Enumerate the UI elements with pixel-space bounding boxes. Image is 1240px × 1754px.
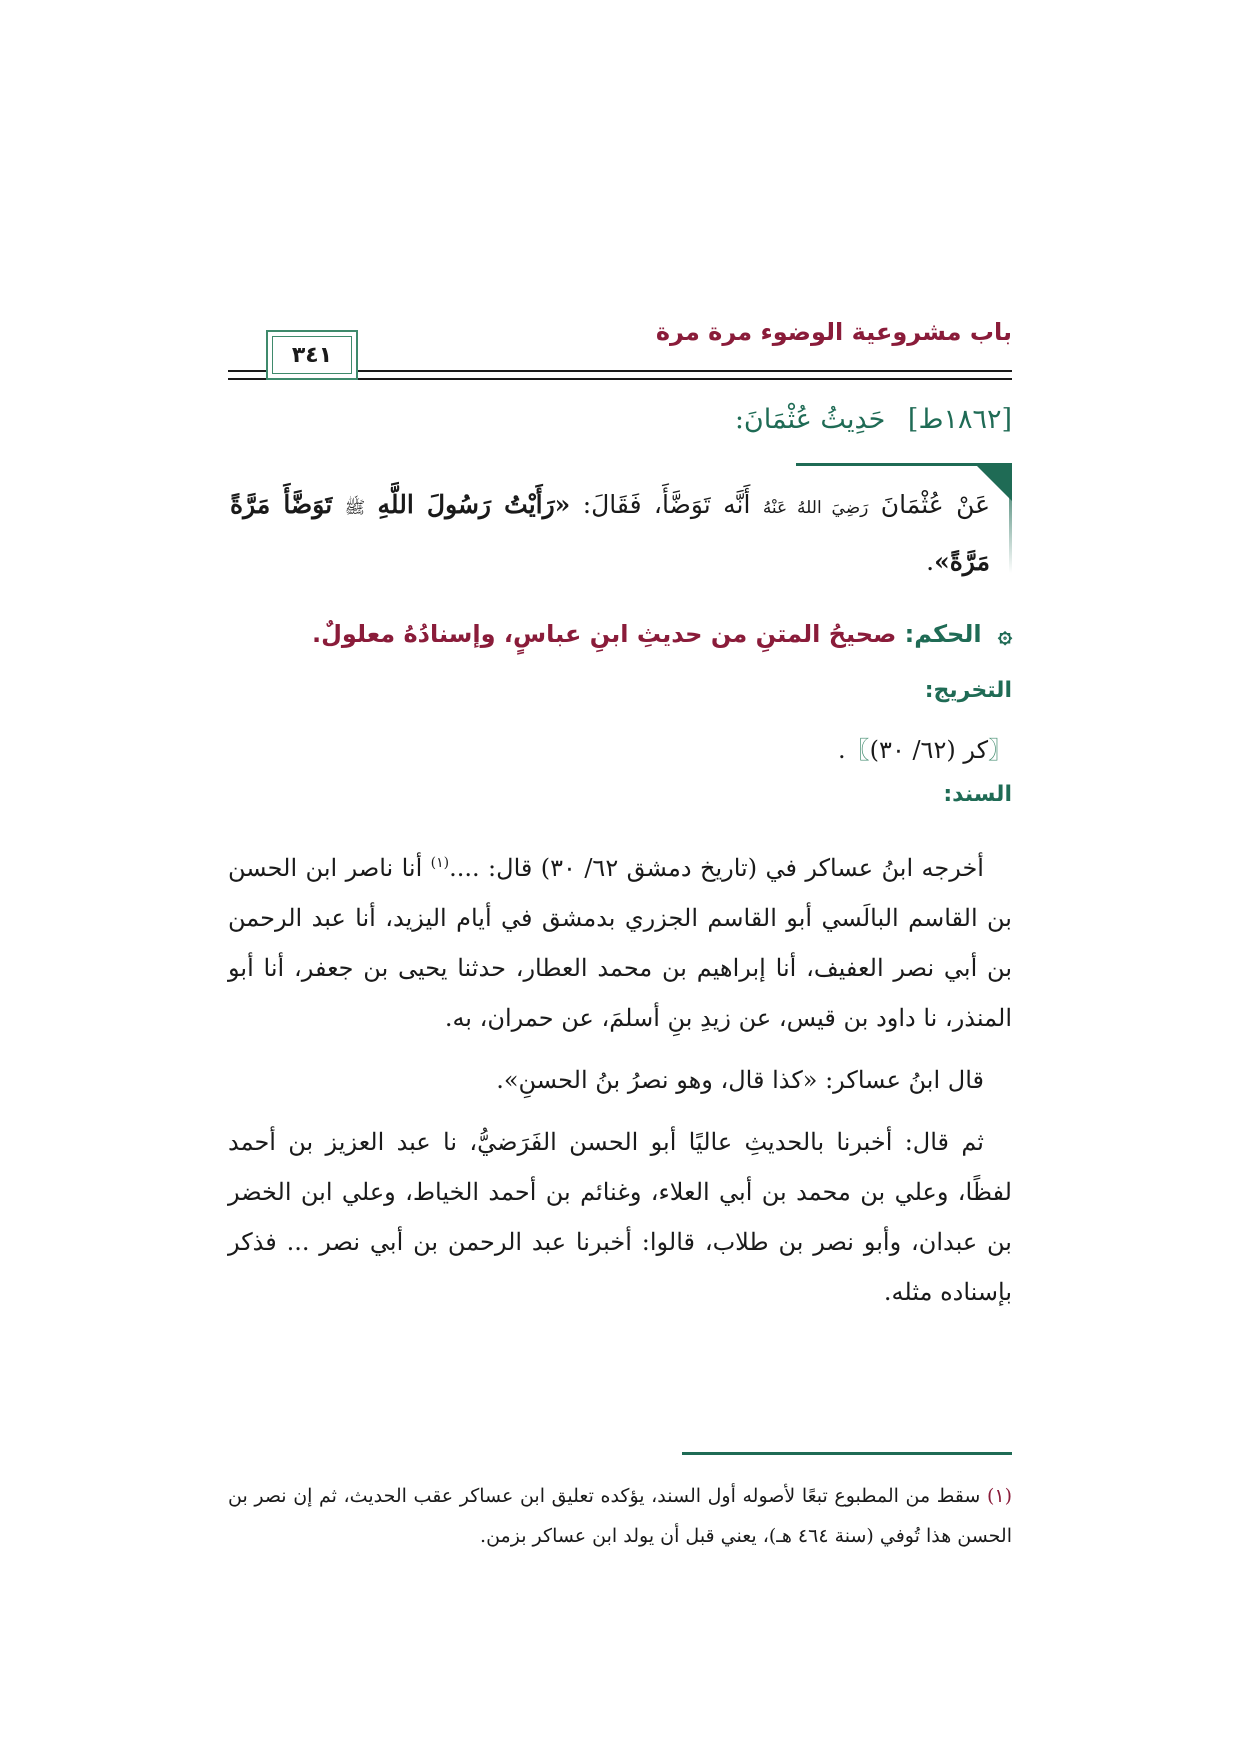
sanad-paragraph-3: ثم قال: أخبرنا بالحديثِ عاليًا أبو الحسن الفَرَضيُّ، نا عبد العزيز بن أحمد لفظًا، وعلي بن محمد بن أبي العلاء، وغنائم بن أحمد الخياط، وعلي ابن الخضر بن عبدان، وأبو نصر بن طلاب، قالوا: أخبرنا عبد الرحمن بن أبي نصر ... فذكر بإسناده مثله. [228,1128,1012,1306]
hadith-text-end: . [926,547,935,576]
sanad-paragraph-1-rest: أنا ناصر ابن الحسن بن القاسم البالَسي أبو القاسم الجزري بدمشق في أيام اليزيد، أنا عبد الرحمن بن أبي نصر العفيف، أنا إبراهيم بن محمد العطار، حدثنا يحيى بن جعفر، أنا أبو المنذر، نا داود بن قيس، عن زيدِ بنِ أسلمَ، عن حمران، به. [228,854,1012,1032]
takhrij-source: كر (٦٢/ ٣٠) [869,736,988,764]
hadith-text-mid: أَنَّه تَوَضَّأَ، فَقَالَ: [582,490,751,519]
footnote-separator [682,1452,1012,1455]
honorific-salla: ﷺ [344,498,366,518]
hadith-quote-start: «رَأَيْتُ رَسُولَ اللَّهِ [377,490,571,519]
footnote-ref[interactable]: (١) [430,855,450,871]
sanad-paragraph-1-start: أخرجه ابنُ عساكر في (تاريخ دمشق ٦٢/ ٣٠) قال: .... [449,854,984,882]
ruling-label: الحكم: [904,620,982,648]
sanad-paragraph-2: قال ابنُ عساكر: «كذا قال، وهو نصرُ بنُ الحسنِ». [496,1066,984,1094]
sanad-paragraph-1 [228,838,1012,1043]
footnote-1 [228,1476,1012,1556]
hadith-text-intro: عَنْ عُثْمَانَ [880,490,991,519]
bracket-open: 〖 [988,736,1012,764]
hadith-quote-end: تَوَضَّأَ مَرَّةً مَرَّةً» [230,490,990,576]
ruling [312,620,1012,648]
footnote-text: سقط من المطبوع تبعًا لأصوله أول السند، يؤكده تعليق ابن عساكر عقب الحديث، ثم إن نصر بن الحسن هذا تُوفي (سنة ٤٦٤ هـ)، يعني قبل أن يولد ابن عساكر بزمن. [228,1485,1012,1547]
running-title: باب مشروعية الوضوء مرة مرة [655,318,1012,346]
honorific-radi: رَضِيَ اللهُ عَنْهُ [762,498,869,518]
takhrij-heading: التخريج: [924,678,1012,703]
bracket-close: 〗 [845,736,870,764]
page-number-frame [266,330,358,380]
takhrij-reference [838,730,1012,765]
ruling-value: صحيحُ المتنِ من حديثِ ابنِ عباسٍ، وإسنادُهُ معلولٌ. [311,620,897,648]
hadith-number: [١٨٦٢ط] [907,404,1012,435]
sanad-body [228,838,1012,1329]
hadith-heading [735,404,1012,435]
sanad-heading: السند: [943,782,1012,807]
hadith-text [230,478,990,589]
flower-icon: ۞ [997,620,1012,648]
page-number: ٣٤١ [291,342,333,368]
takhrij-end: . [838,736,846,764]
hadith-title: حَدِيثُ عُثْمَانَ: [734,404,886,435]
footnote-number: (١) [986,1485,1013,1507]
